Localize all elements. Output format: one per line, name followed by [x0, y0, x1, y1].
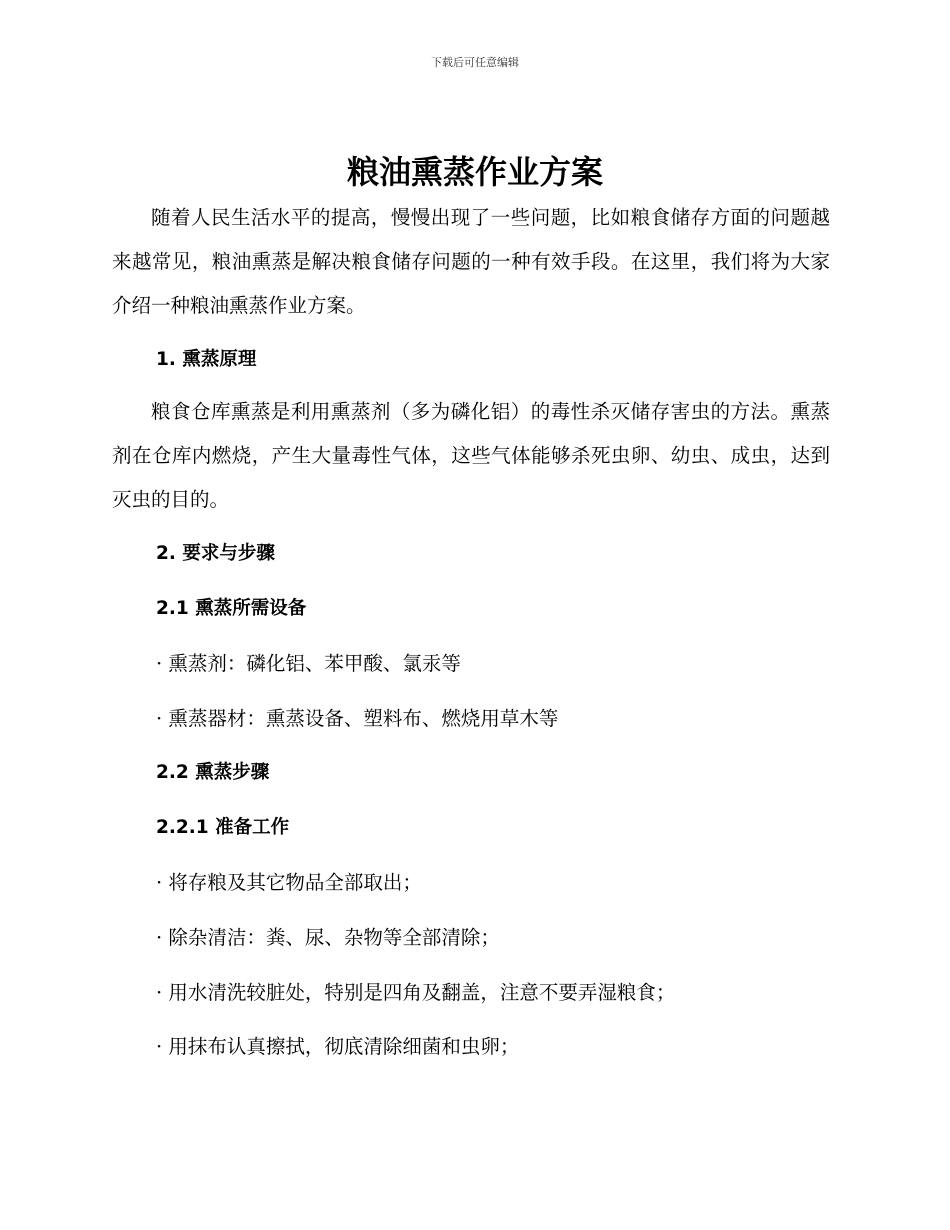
equipment-bullet-tools: · 熏蒸器材：熏蒸设备、塑料布、燃烧用草木等: [156, 707, 559, 730]
prep-bullet-wash: · 用水清洗较脏处，特别是四角及翻盖，注意不要弄湿粮食；: [156, 981, 676, 1004]
prep-bullet-wipe: · 用抹布认真擦拭，彻底清除细菌和虫卵；: [156, 1035, 520, 1058]
section-2-2-1-heading: 2.2.1 准备工作: [156, 817, 290, 838]
section-2-heading: 2. 要求与步骤: [156, 543, 275, 564]
equipment-bullet-fumigant: · 熏蒸剂：磷化铝、苯甲酸、氯汞等: [156, 652, 461, 675]
prep-bullet-remove: · 将存粮及其它物品全部取出；: [156, 871, 422, 894]
section-1-heading: 1. 熏蒸原理: [156, 349, 257, 370]
section-1-paragraph: 粮食仓库熏蒸是利用熏蒸剂（多为磷化铝）的毒性杀灭储存害虫的方法。熏蒸剂在仓库内燃烧，产生大量毒性气体，这些气体能够杀死虫卵、幼虫、成虫，达到灭虫的目的。: [112, 400, 830, 511]
document-title: 粮油熏蒸作业方案: [346, 153, 603, 191]
section-2-1-heading: 2.1 熏蒸所需设备: [156, 598, 307, 619]
intro-paragraph: 随着人民生活水平的提高，慢慢出现了一些问题，比如粮食储存方面的问题越来越常见，粮油熏蒸是解决粮食储存问题的一种有效手段。在这里，我们将为大家介绍一种粮油熏蒸作业方案。: [112, 206, 830, 317]
prep-bullet-clean: · 除杂清洁：粪、尿、杂物等全部清除；: [156, 926, 500, 949]
section-2-2-heading: 2.2 熏蒸步骤: [156, 762, 270, 783]
header-note: 下载后可任意编辑: [431, 56, 519, 69]
